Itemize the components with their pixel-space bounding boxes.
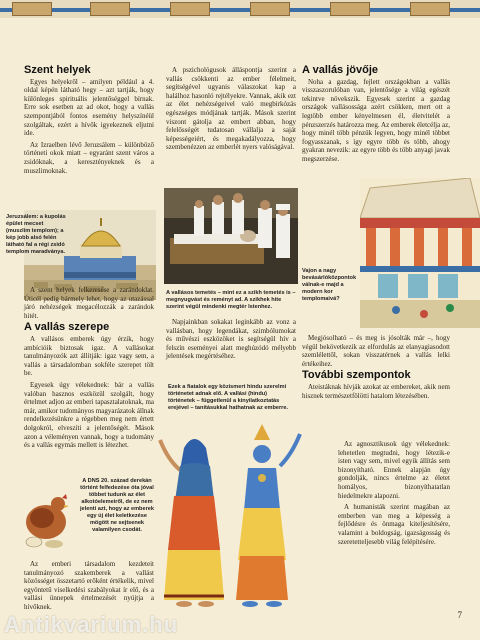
paragraph: A szent helyek felkeresése a zarándoklat. Úticél pedig bármely lehet, hogy az utazással járó nehézségek megacélozzák a zarándok hitét. [24,286,154,320]
watermark: Antikvarium.hu [4,612,179,637]
hen-with-egg-illustration [20,476,70,550]
shopping-mall-illustration [360,178,480,328]
column-2-middle [166,318,296,364]
column-1-middle [24,286,154,453]
paragraph: Megjósolható – és meg is jósolták már –, hogy végül bekövetkezik az elfordulás az elanyagiasodott szemlélettől, sokan visszatérnek a vallás lelki értékeihez. [302,334,450,368]
column-3-bottom [338,440,450,549]
caption-mall: Vajon a nagy bevásárlóközpontok válnak-e majd a modern kor templomaivá? [302,268,357,302]
border-stripe [0,8,480,12]
paragraph: Egyesek úgy vélekednek: bár a vallás valóban hasznos eszközül szolgált, hogy értelmet adjon az emberi tapasztalatoknak, ma már, amikor tudományos magyarázatok állnak rendelkezésünkre a régebben meg nem értett dolgokról, elveszíti a jelentőségét. Mások azon a véleményen vannak, hogy a tudomány és a vallás egymás mellett is létezhet. [24,380,154,450]
sikh-funeral-photo [164,188,298,284]
column-1-top [24,66,154,178]
paragraph: A humanisták szerint magában az emberben van meg a képesség a fejlődésre és önmaga kiteljesítésére, valamint a boldogság, igazságosság és szeretetteljesebb világ felépítésére. [338,503,450,546]
heading-tovabbi-szempontok: További szempontok [302,369,411,382]
heading-szent-helyek: Szent helyek [24,64,91,76]
column-3-middle [302,334,450,403]
hindu-dancers-illustration [150,400,310,630]
border-ornament [410,2,450,16]
border-ornament [12,2,52,16]
decorative-top-border [0,0,480,18]
paragraph: Ateistáknak hívják azokat az embereket, akik nem hisznek természetfölötti hatalom létezésében. [302,382,450,400]
border-ornament [90,2,130,16]
caption-funeral: A vallásos temetés – mint ez a szikh temetés is – megnyugvást és reményt ad. A szikhek hite szerint végül mindenki megtér Istenhez. [166,290,296,310]
caption-jerusalem: Jeruzsálem: a kupolás épület mecset (muszlim templom); a kép jobb alsó felén látható fal a régi zsidó templom maradványa. [6,214,66,255]
paragraph: Napjainkban sokakat leginkább az vonz a vallásban, hogy legendákat, szimbólumokat és művészi eszközöket is segítségül hív a felszín eseményei alatt meghúzódó mélyebb jelentések megértéséhez. [166,318,296,361]
column-1-bottom [24,560,154,615]
paragraph: Az agnosztikusok úgy vélekednek: lehetetlen megtudni, hogy létezik-e isten vagy sem, mivel egyik állítás sem bizonyítható. Ennek alapján úgy gondolják, nincs értelme az életet homályos, bizonyíthatatlan hiedelmekre alapozni. [338,440,450,500]
border-ornament [170,2,210,16]
paragraph: A pszichológusok álláspontja szerint a vallás csökkenti az ember félelmeit, segítségével ugyanis válaszokat kap a halálhoz hasonló rejtélyekre. Vannak, akik ezt az élet nehézségeivel való megbirkózás egészséges módjának tartják. Mások szerint viszont gátolja az embert abban, hogy felelősségét tudatosan vállalja a saját képességeiért, és megakadályozza, hogy szembenézzen az emberlét nyers valóságával. [166,66,296,152]
caption-dna: A DNS 20. század derekán történt felfedezése óta jóval többet tudunk az élet alkotóelemeiről, de ez nem jelenti azt, hogy az emberek egy új élet keletkezése mögött ne sejtsenek valamilyen csodát. [80,478,154,533]
heading-a-vallas-jovoje: A vallás jövője [302,64,379,76]
column-3-top [302,66,450,167]
paragraph: Egyes helyekről – amilyen például a 4. oldal képén látható hegy – azt tartják, hogy különleges spirituális jelentőséggel bírnak. Erre sok esetben az ad okot, hogy a vallás szempontjából fontos esemény helyszínéül szolgáltak, ezért a hívők igyekeznek eljutni ide. [24,77,154,138]
border-ornament [250,2,290,16]
caption-hindu-dancers: Ezek a fiatalok egy közismert hindu szerelmi történetet adnak elő. A vallási (hindu) történetek – függetlenül a kinyilatkoztatás erejével – tanításukkal hathatnak az emberre. [168,384,289,411]
paragraph: Az Izraelben lévő Jeruzsálem – különböző történeti okok miatt – egyaránt szent város a zsidóknak, a keresztényeknek és a muszlimoknak. [24,140,154,175]
column-2-top [166,66,296,155]
paragraph: Noha a gazdag, fejlett országokban a vallás visszaszorulóban van, jelentősége a világ egészét tekintve növekszik. Egyesek szerint a gazdag országok vallásossága azért csökken, mert ott a legtöbb ember kényelmesen él, életvitelét a pénzszerzés határozza meg. Az emberek életcélja az, hogy minél több pénzük legyen, hogy minél többet fogyasszanak, s így egyre több és több, ahogy gyakran nevezik: az egyre több és több anyagi javak megszerzése. [302,77,450,163]
heading-a-vallas-szerepe: A vallás szerepe [24,321,110,334]
paragraph: A vallásos emberek úgy érzik, hogy ambícióik biztosak igaz. A vallásokat tanulmányozók azt állítják: igaz vagy sem, a vallás a társadalomban sokféle szerepet tölt be. [24,334,154,378]
paragraph: Az emberi társadalom kezdeteit tanulmányozó szakemberek a vallást közösséget összetartó erőként értékelik, mivel egyöntetű viselkedési szabályokat ír elő, és a vallási ünnepek értelmezését nyújtja a hívőknek. [24,560,154,611]
border-ornament [330,2,370,16]
page-number: 7 [457,610,462,620]
